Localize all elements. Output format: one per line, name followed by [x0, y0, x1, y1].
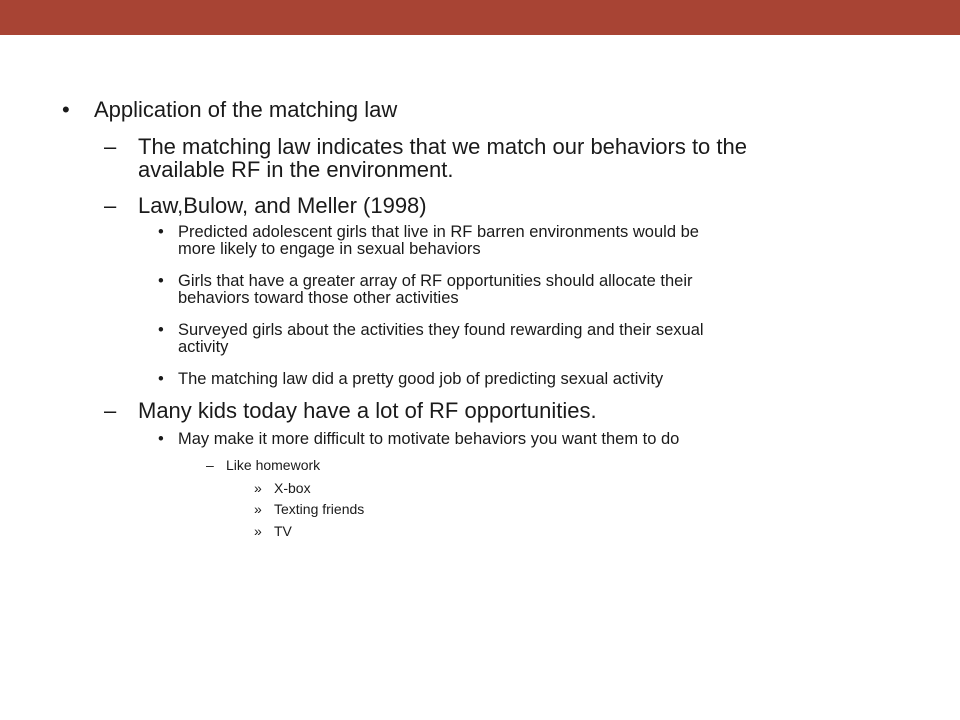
- sub-2-4-line-1: The matching law did a pretty good job of predicting sexual activity: [178, 370, 664, 388]
- item-2-dash: –: [104, 193, 117, 218]
- heading-bullet: •: [62, 97, 70, 122]
- level5-1-text: X-box: [274, 480, 311, 496]
- sub-2-4-bullet: •: [158, 370, 164, 388]
- sub-2-1-line-2: more likely to engage in sexual behaviors: [178, 240, 481, 258]
- level5-2-text: Texting friends: [274, 501, 365, 517]
- slide-heading: Application of the matching law: [94, 97, 398, 122]
- sub-3-1-line-1: May make it more difficult to motivate behaviors you want them to do: [178, 430, 680, 448]
- level5-3-text: TV: [274, 523, 292, 539]
- item-1-dash: –: [104, 134, 117, 159]
- item-3-line-1: Many kids today have a lot of RF opportunities.: [138, 398, 597, 423]
- level5-3-marker: »: [254, 523, 262, 539]
- sub-2-2-bullet: •: [158, 272, 164, 290]
- sub-2-3-line-1: Surveyed girls about the activities they found rewarding and their sexual: [178, 321, 704, 339]
- level4-text: Like homework: [226, 457, 321, 473]
- sub-2-1-line-1: Predicted adolescent girls that live in RF barren environments would be: [178, 223, 699, 241]
- sub-2-3-line-2: activity: [178, 338, 229, 356]
- level5-1-marker: »: [254, 480, 262, 496]
- sub-2-1-bullet: •: [158, 223, 164, 241]
- item-3-dash: –: [104, 398, 117, 423]
- sub-2-2-line-1: Girls that have a greater array of RF opportunities should allocate their: [178, 272, 693, 290]
- item-2-line-1: Law,Bulow, and Meller (1998): [138, 193, 427, 218]
- item-1-line-2: available RF in the environment.: [138, 157, 454, 182]
- item-1-line-1: The matching law indicates that we match our behaviors to the: [138, 134, 747, 159]
- level5-2-marker: »: [254, 501, 262, 517]
- sub-2-3-bullet: •: [158, 321, 164, 339]
- level4-dash: –: [206, 457, 214, 473]
- sub-2-2-line-2: behaviors toward those other activities: [178, 289, 459, 307]
- sub-3-1-bullet: •: [158, 430, 164, 448]
